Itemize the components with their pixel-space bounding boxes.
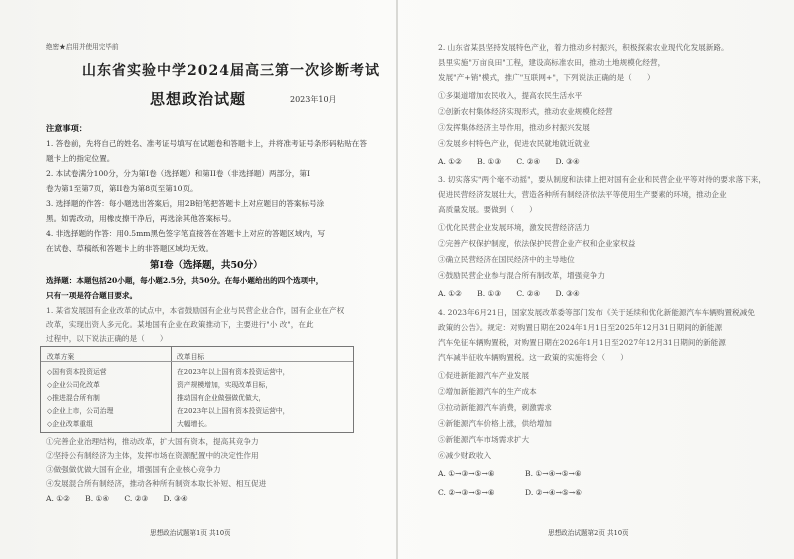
note-line: 3. 选择题的作答：每小题选出答案后，用2B铅笔把答题卡上对应题目的答案标号涂 xyxy=(46,199,325,208)
note-line: 1. 答卷前，先将自己的姓名、准考证号填写在试题卷和答题卡上，并将准考证号条形码粘贴在答 xyxy=(46,139,367,148)
table-divider xyxy=(171,347,172,432)
question-4-stem: 汽车减半征收车辆购置税。这一政策的实施将会（ ） xyxy=(438,353,628,362)
notes-heading: 注意事项： xyxy=(46,123,87,133)
question-2-option: ④发展乡村特色产业，促进农民就地就近就业 xyxy=(438,139,590,148)
note-line: 黑。如需改动，用橡皮擦干净后，再选涂其他答案标号。 xyxy=(46,214,236,223)
exam-title: 山东省实验中学2024届高三第一次诊断考试 xyxy=(82,63,380,79)
table-cell: ◇国有资本投资运营 xyxy=(47,368,107,376)
question-1-choices: A. ①② B. ①④ C. ②③ D. ③④ xyxy=(46,494,188,503)
note-line: 卷为第1至第7页，第II卷为第8页至第10页。 xyxy=(46,184,198,193)
question-3-option: ④鼓励民营企业参与混合所有制改革，增强竞争力 xyxy=(438,271,606,280)
page-footer: 思想政治试题第2页 共10页 xyxy=(548,529,629,537)
table-cell: 大幅增长。 xyxy=(177,420,211,428)
question-2-stem: 2. 山东省某县坚持发展特色产业，着力推动乡村振兴，积极探索农业现代化发展新路。 xyxy=(438,43,729,52)
table-cell: ◇推进混合所有制 xyxy=(47,394,100,402)
question-4-option: ⑤新能源汽车市场需求扩大 xyxy=(438,435,530,444)
question-3-stem: 高质量发展。要做到（ ） xyxy=(438,205,537,214)
page-footer: 思想政治试题第1页 共10页 xyxy=(150,529,231,537)
question-4-option: ①促进新能源汽车产业发展 xyxy=(438,371,530,380)
table-cell: 资产规模增加，实现改革目标， xyxy=(177,381,273,389)
note-line: 2. 本试卷满分100分，分为第I卷（选择题）和第II卷（非选择题）两部分，第I xyxy=(46,169,310,178)
section-intro: 选择题：本题包括20小题，每小题2.5分，共50分。在每小题给出的四个选项中， xyxy=(46,276,324,285)
question-4-stem: 汽车免征车辆购置税，对购置日期在2026年1月1日至2027年12月31日期间的新能源 xyxy=(438,338,726,347)
question-1-option: ③做强做优做大国有企业，增强国有企业核心竞争力 xyxy=(46,465,221,474)
question-1-option: ①完善企业治理结构，推动改革，扩大国有资本，提高其竞争力 xyxy=(46,437,259,446)
question-4-choices: A. ①→③→⑤→⑥ B. ①→④→⑤→⑥ xyxy=(438,469,582,478)
page-fold xyxy=(396,0,398,559)
question-4-option: ②增加新能源汽车的生产成本 xyxy=(438,387,537,396)
table-cell: 推动国有企业做强做优做大， xyxy=(177,394,266,402)
confidential-label: 绝密★启用并使用完毕前 xyxy=(46,43,119,51)
question-1-stem: 1. 某省发展国有企业改革的试点中，本省鼓励国有企业与民营企业合作，国有企业在产权 xyxy=(46,306,345,315)
question-1-table xyxy=(40,346,354,433)
question-3-option: ①优化民营企业发展环境，激发民营经济活力 xyxy=(438,223,590,232)
section-title: 第I卷（选择题，共50分） xyxy=(150,260,263,271)
note-line: 题卡上的指定位置。 xyxy=(46,154,115,163)
question-4-option: ⑥减少财政收入 xyxy=(438,451,492,460)
question-2-option: ①多渠道增加农民收入，提高农民生活水平 xyxy=(438,91,583,100)
question-4-choices: C. ②→③→⑤→⑥ D. ②→④→⑤→⑥ xyxy=(438,488,583,497)
table-cell: ◇企业公司化改革 xyxy=(47,381,100,389)
question-4-option: ③拉动新能源汽车消费，刺激需求 xyxy=(438,403,552,412)
question-1-option: ④发展混合所有制经济，推动各种所有制资本取长补短、相互促进 xyxy=(46,479,267,488)
table-cell: ◇企业改革重组 xyxy=(47,420,94,428)
question-3-stem: 促进民营经济发展壮大，营造各种所有制经济依法平等使用生产要素的环境，推动企业 xyxy=(438,190,727,199)
question-1-stem: 过程中，以下说法正确的是（ ） xyxy=(46,334,168,343)
question-4-stem: 政策的公告》。规定：对购置日期在2024年1月1日至2025年12月31日期间的新能源 xyxy=(438,323,723,332)
table-header-left: 改革方案 xyxy=(47,353,75,361)
table-header-rule xyxy=(41,361,353,362)
question-3-option: ②完善产权保护制度，依法保护民营企业产权和企业家权益 xyxy=(438,239,636,248)
question-2-choices: A. ①② B. ①③ C. ②④ D. ③④ xyxy=(438,157,580,166)
question-2-stem: 发展"产+销"模式，推广"互联网+"，下列说法正确的是（ ） xyxy=(438,73,655,82)
question-3-option: ③确立民营经济在国民经济中的主导地位 xyxy=(438,255,575,264)
note-line: 在试卷、草稿纸和答题卡上的非答题区域均无效。 xyxy=(46,244,214,253)
table-cell: ◇企业上市，公司治理 xyxy=(47,407,114,415)
exam-subject: 思想政治试题 xyxy=(150,90,247,108)
exam-date: 2023年10月 xyxy=(290,95,337,104)
question-3-stem: 3. 切实落实"两个毫不动摇"，要从制度和法律上把对国有企业和民营企业平等对待的要求落下来， xyxy=(438,175,766,184)
section-intro: 只有一项是符合题目要求。 xyxy=(46,291,138,300)
table-cell: 在2023年以上国有资本投资运营中， xyxy=(177,368,290,376)
question-2-option: ②创新农村集体经济实现形式，推动农业规模化经营 xyxy=(438,107,613,116)
note-line: 4. 非选择题的作答：用0.5mm黑色签字笔直接答在答题卡上对应的答题区域内，写 xyxy=(46,229,326,238)
question-1-option: ②坚持公有制经济为主体，发挥市场在资源配置中的决定性作用 xyxy=(46,451,259,460)
table-header-right: 改革目标 xyxy=(177,353,205,361)
question-4-stem: 4. 2023年6月21日，国家发展改革委等部门发布《关于延续和优化新能源汽车车辆购置税减免 xyxy=(438,308,755,317)
question-2-option: ③发挥集体经济主导作用，推动乡村振兴发展 xyxy=(438,123,590,132)
table-cell: 在2023年以上国有资本投资运营中， xyxy=(177,407,290,415)
question-1-stem: 改革，实现出资人多元化。某地国有企业在政策推动下，主要进行"小 改"，在此 xyxy=(46,320,314,329)
question-4-option: ④新能源汽车价格上涨，供给增加 xyxy=(438,419,552,428)
question-2-stem: 县里实施"万亩良田"工程，建设高标准农田，推动土地规模化经营， xyxy=(438,58,666,67)
question-3-choices: A. ①② B. ①③ C. ②④ D. ③④ xyxy=(438,289,580,298)
